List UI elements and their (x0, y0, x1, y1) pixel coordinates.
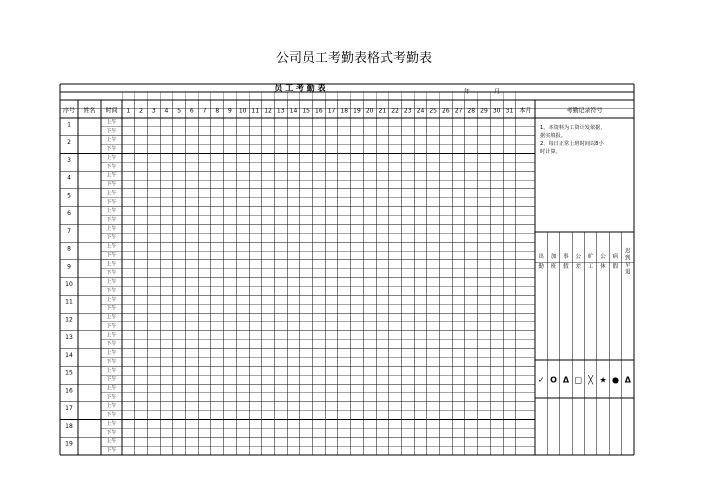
row-pm-label: 下午 (106, 305, 117, 312)
header-month-total: 本月 (519, 107, 532, 115)
row-seq: 13 (65, 334, 73, 342)
header-day: 23 (403, 107, 412, 115)
header-day: 26 (442, 107, 450, 115)
header-seq: 序号 (62, 107, 76, 115)
header-day: 8 (215, 107, 220, 115)
row-pm-label: 下午 (106, 270, 117, 277)
row-pm-label: 下午 (106, 199, 117, 206)
header-day: 12 (264, 107, 272, 115)
legend-label-char: 勤 (538, 264, 544, 270)
header-time: 时间 (105, 107, 118, 115)
legend-label-char: 退 (625, 269, 631, 276)
row-seq: 10 (65, 281, 73, 288)
header-day: 11 (251, 107, 260, 115)
row-seq: 19 (65, 440, 73, 448)
row-seq: 17 (65, 405, 73, 413)
header-day: 7 (202, 107, 207, 115)
document-title: 公司员工考勤表格式考勤表 (275, 51, 432, 66)
row-am-label: 上午 (106, 350, 117, 357)
legend-symbol: ● (611, 375, 619, 385)
row-am-label: 上午 (106, 190, 117, 197)
legend-label-char: 公 (600, 254, 606, 260)
legend-label-char: 班 (550, 264, 557, 270)
header-day: 13 (276, 107, 285, 115)
row-pm-label: 下午 (106, 181, 117, 188)
row-pm-label: 下午 (106, 287, 117, 294)
notes-line: 2、每日正常上班时间以8小 (540, 141, 604, 147)
header-day: 15 (302, 107, 310, 115)
row-am-label: 上午 (106, 261, 117, 268)
legend-label-char: 到 (625, 255, 631, 262)
sheet-grid (60, 84, 634, 455)
row-seq: 16 (65, 387, 73, 395)
header-day: 3 (151, 107, 156, 115)
header-notes: 考勤记录符号 (566, 107, 603, 115)
header-day: 22 (391, 107, 399, 115)
header-day: 5 (177, 107, 182, 115)
row-am-label: 上午 (106, 154, 117, 161)
row-pm-label: 下午 (106, 163, 117, 170)
year-label: 年 (463, 88, 471, 96)
row-seq: 9 (67, 263, 71, 271)
legend-label-char: 出 (538, 254, 544, 260)
row-seq: 12 (65, 316, 73, 324)
legend-symbol: ★ (599, 375, 607, 385)
row-pm-label: 下午 (106, 216, 117, 223)
row-seq: 11 (65, 298, 73, 306)
row-pm-label: 下午 (106, 252, 117, 259)
row-pm-label: 下午 (106, 447, 117, 454)
header-day: 9 (228, 107, 232, 115)
legend-symbol: O (550, 375, 557, 385)
row-seq: 15 (65, 369, 73, 377)
row-seq: 18 (65, 422, 73, 430)
row-pm-label: 下午 (106, 323, 117, 330)
legend-label-char: 早 (625, 262, 631, 269)
row-seq: 5 (67, 192, 71, 200)
legend-label-char: 迟 (625, 248, 631, 255)
legend-label-char: 工 (587, 264, 594, 270)
header-name: 姓名 (83, 107, 96, 115)
header-day: 29 (480, 107, 488, 115)
legend-label-char: 假 (612, 264, 619, 270)
notes-line: 时计算。 (540, 149, 561, 155)
legend-symbol: Δ (562, 375, 570, 385)
month-label: 月 (493, 88, 501, 96)
row-am-label: 上午 (106, 137, 117, 144)
legend-label-char: 旷 (587, 254, 594, 260)
row-am-label: 上午 (106, 332, 117, 339)
header-day: 16 (315, 107, 323, 115)
notes-line: 1、本资料为工资计发依据， (540, 125, 606, 131)
row-am-label: 上午 (106, 314, 117, 321)
notes-line: 据实填报。 (540, 133, 566, 139)
row-pm-label: 下午 (106, 234, 117, 241)
row-am-label: 上午 (106, 385, 117, 392)
row-am-label: 上午 (106, 279, 117, 286)
legend-label-char: 病 (612, 254, 619, 260)
header-day: 31 (505, 107, 514, 115)
row-pm-label: 下午 (106, 358, 117, 365)
row-am-label: 上午 (106, 403, 117, 410)
header-day: 28 (467, 107, 476, 115)
header-day: 6 (189, 107, 194, 115)
header-day: 25 (429, 107, 437, 115)
row-pm-label: 下午 (106, 376, 117, 383)
legend-symbol: ✓ (537, 375, 545, 385)
row-am-label: 上午 (106, 367, 117, 374)
legend-label-char: 差 (575, 264, 582, 270)
row-pm-label: 下午 (106, 429, 117, 436)
header-day: 4 (164, 107, 169, 115)
header-day: 1 (126, 107, 131, 115)
header-day: 17 (327, 107, 336, 115)
row-am-label: 上午 (106, 225, 117, 232)
header-day: 20 (365, 107, 374, 115)
legend-label-char: 事 (563, 254, 569, 260)
legend-symbol: ╳ (588, 375, 594, 385)
row-pm-label: 下午 (106, 128, 117, 135)
row-seq: 7 (67, 227, 71, 235)
header-day: 18 (340, 107, 349, 115)
legend-symbol: Δ (624, 375, 631, 385)
row-seq: 2 (67, 139, 71, 147)
row-seq: 4 (67, 174, 71, 182)
row-seq: 1 (67, 121, 71, 129)
sheet-title: 员 工 考 勤 表 (274, 83, 326, 93)
header-day: 27 (454, 107, 463, 115)
row-am-label: 上午 (106, 296, 117, 303)
header-day: 2 (139, 107, 143, 115)
row-pm-label: 下午 (106, 341, 117, 348)
legend-label-char: 加 (550, 254, 557, 260)
row-am-label: 上午 (106, 208, 117, 215)
header-day: 14 (289, 107, 298, 115)
row-pm-label: 下午 (106, 394, 117, 401)
legend-label-char: 公 (575, 254, 582, 260)
row-am-label: 上午 (106, 172, 117, 179)
row-seq: 14 (65, 351, 73, 359)
legend-label-char: 休 (600, 264, 606, 270)
row-am-label: 上午 (106, 243, 117, 250)
header-day: 21 (378, 107, 387, 115)
header-day: 24 (416, 107, 425, 115)
header-day: 30 (492, 107, 501, 115)
row-pm-label: 下午 (106, 412, 117, 419)
row-seq: 3 (67, 156, 71, 164)
legend-label-char: 假 (563, 264, 569, 270)
row-am-label: 上午 (106, 420, 117, 427)
header-day: 19 (353, 107, 361, 115)
row-pm-label: 下午 (106, 146, 117, 153)
row-am-label: 上午 (106, 438, 117, 445)
header-day: 10 (238, 107, 247, 115)
row-seq: 8 (67, 245, 71, 253)
legend-symbol: □ (574, 375, 583, 385)
row-seq: 6 (67, 210, 71, 218)
row-am-label: 上午 (106, 119, 117, 126)
